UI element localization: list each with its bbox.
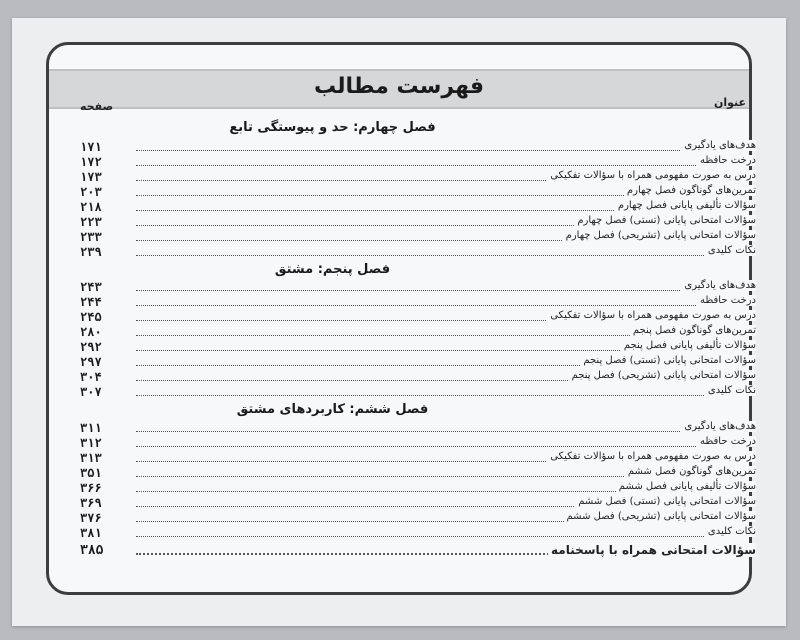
entry-label: سؤالات امتحانی همراه با پاسخنامه xyxy=(548,543,756,557)
toc-entry[interactable] xyxy=(80,466,756,481)
page-number: ۳۱۳ xyxy=(80,451,102,465)
page-number: ۲۹۷ xyxy=(80,355,102,369)
section-title-chapter-5: فصل پنجم: مشتق xyxy=(274,262,391,277)
toc-entry[interactable] xyxy=(80,511,756,526)
page-number: ۱۷۲ xyxy=(80,155,102,169)
entry-label: درخت حافظه xyxy=(697,436,756,447)
dot-leader xyxy=(136,150,752,151)
page-number: ۳۱۲ xyxy=(80,436,102,450)
page-number: ۳۶۹ xyxy=(80,496,102,510)
entry-label: سؤالات امتحانی پایانی (تشریحی) فصل ششم xyxy=(564,511,756,522)
dot-leader xyxy=(136,431,752,432)
entry-label: سؤالات امتحانی پایانی (تستی) فصل پنجم xyxy=(580,355,756,366)
page-number: ۲۴۵ xyxy=(80,310,102,324)
page-number: ۲۰۳ xyxy=(80,185,102,199)
toc-entry[interactable] xyxy=(80,185,756,200)
dot-leader xyxy=(136,395,752,396)
page-number: ۳۸۵ xyxy=(80,543,104,558)
section-title-chapter-6: فصل ششم: کاربردهای مشتق xyxy=(236,402,429,417)
page-number: ۳۷۶ xyxy=(80,511,102,525)
toc-entry[interactable] xyxy=(80,340,756,355)
dot-leader xyxy=(136,305,752,306)
page-number: ۱۷۳ xyxy=(80,170,102,184)
page-number: ۲۴۳ xyxy=(80,280,102,294)
toc-entry[interactable] xyxy=(80,230,756,245)
page-number: ۳۰۷ xyxy=(80,385,102,399)
page-title: فهرست مطالب xyxy=(313,74,485,99)
page-number: ۲۲۳ xyxy=(80,215,102,229)
dot-leader xyxy=(136,536,752,537)
entry-label: تمرین‌های گوناگون فصل چهارم xyxy=(624,185,756,196)
dot-leader xyxy=(136,165,752,166)
toc-entry[interactable] xyxy=(80,451,756,466)
entry-label: سؤالات تألیفی پایانی فصل چهارم xyxy=(615,200,756,211)
entry-label: هدف‌های یادگیری xyxy=(681,421,756,432)
toc-entry[interactable] xyxy=(80,245,756,260)
toc-entry[interactable] xyxy=(80,526,756,541)
toc-entry[interactable] xyxy=(80,355,756,370)
toc-entry[interactable] xyxy=(80,496,756,511)
entry-label: تمرین‌های گوناگون فصل پنجم xyxy=(630,325,756,336)
entry-label: سؤالات امتحانی پایانی (تشریحی) فصل پنجم xyxy=(569,370,756,381)
page-number: ۲۳۹ xyxy=(80,245,102,259)
page-number: ۳۵۱ xyxy=(80,466,102,480)
toc-entry[interactable] xyxy=(80,280,756,295)
entry-label: سؤالات تألیفی پایانی فصل ششم xyxy=(616,481,756,492)
dot-leader xyxy=(136,446,752,447)
entry-label: درخت حافظه xyxy=(697,295,756,306)
entry-label: هدف‌های یادگیری xyxy=(681,140,756,151)
entry-label: نکات کلیدی xyxy=(705,385,756,396)
toc-entry[interactable] xyxy=(80,421,756,436)
page-number: ۲۳۳ xyxy=(80,230,102,244)
toc-entry[interactable] xyxy=(80,310,756,325)
dot-leader xyxy=(136,290,752,291)
toc-entry[interactable] xyxy=(80,200,756,215)
entry-label: نکات کلیدی xyxy=(705,245,756,256)
page-number: ۱۷۱ xyxy=(80,140,102,154)
page-number: ۳۸۱ xyxy=(80,526,102,540)
entry-label: نکات کلیدی xyxy=(705,526,756,537)
dot-leader xyxy=(136,255,752,256)
toc-entry[interactable] xyxy=(80,215,756,230)
entry-label: سؤالات امتحانی پایانی (تستی) فصل چهارم xyxy=(574,215,756,226)
page-number: ۲۱۸ xyxy=(80,200,102,214)
toc-entry[interactable] xyxy=(80,436,756,451)
page-number: ۲۸۰ xyxy=(80,325,102,339)
toc-entry[interactable] xyxy=(80,370,756,385)
toc-entry[interactable] xyxy=(80,155,756,170)
entry-label: درس به صورت مفهومی همراه با سؤالات تفکیکی xyxy=(547,451,756,462)
entry-label: درس به صورت مفهومی همراه با سؤالات تفکیکی xyxy=(547,310,756,321)
page-number: ۲۴۴ xyxy=(80,295,102,309)
entry-label: سؤالات تألیفی پایانی فصل پنجم xyxy=(621,340,756,351)
toc-entry[interactable] xyxy=(80,295,756,310)
page-column-header: صفحه xyxy=(80,100,114,113)
entry-label: سؤالات امتحانی پایانی (تستی) فصل ششم xyxy=(575,496,756,507)
entry-label: سؤالات امتحانی پایانی (تشریحی) فصل چهارم xyxy=(563,230,756,241)
page-number: ۳۱۱ xyxy=(80,421,102,435)
toc-entry[interactable] xyxy=(80,481,756,496)
entry-label: درس به صورت مفهومی همراه با سؤالات تفکیکی xyxy=(547,170,756,181)
page-number: ۲۹۲ xyxy=(80,340,102,354)
section-title-chapter-4: فصل چهارم: حد و پیوستگی تابع xyxy=(229,120,436,135)
entry-label: هدف‌های یادگیری xyxy=(681,280,756,291)
toc-entry[interactable] xyxy=(80,325,756,340)
toc-entry[interactable] xyxy=(80,170,756,185)
toc-entry-final[interactable] xyxy=(80,543,756,558)
entry-label: تمرین‌های گوناگون فصل ششم xyxy=(625,466,756,477)
toc-entry[interactable] xyxy=(80,140,756,155)
toc-entry[interactable] xyxy=(80,385,756,400)
page-number: ۳۶۶ xyxy=(80,481,102,495)
page-number: ۳۰۴ xyxy=(80,370,102,384)
title-column-header: عنوان xyxy=(714,96,747,109)
entry-label: درخت حافظه xyxy=(697,155,756,166)
